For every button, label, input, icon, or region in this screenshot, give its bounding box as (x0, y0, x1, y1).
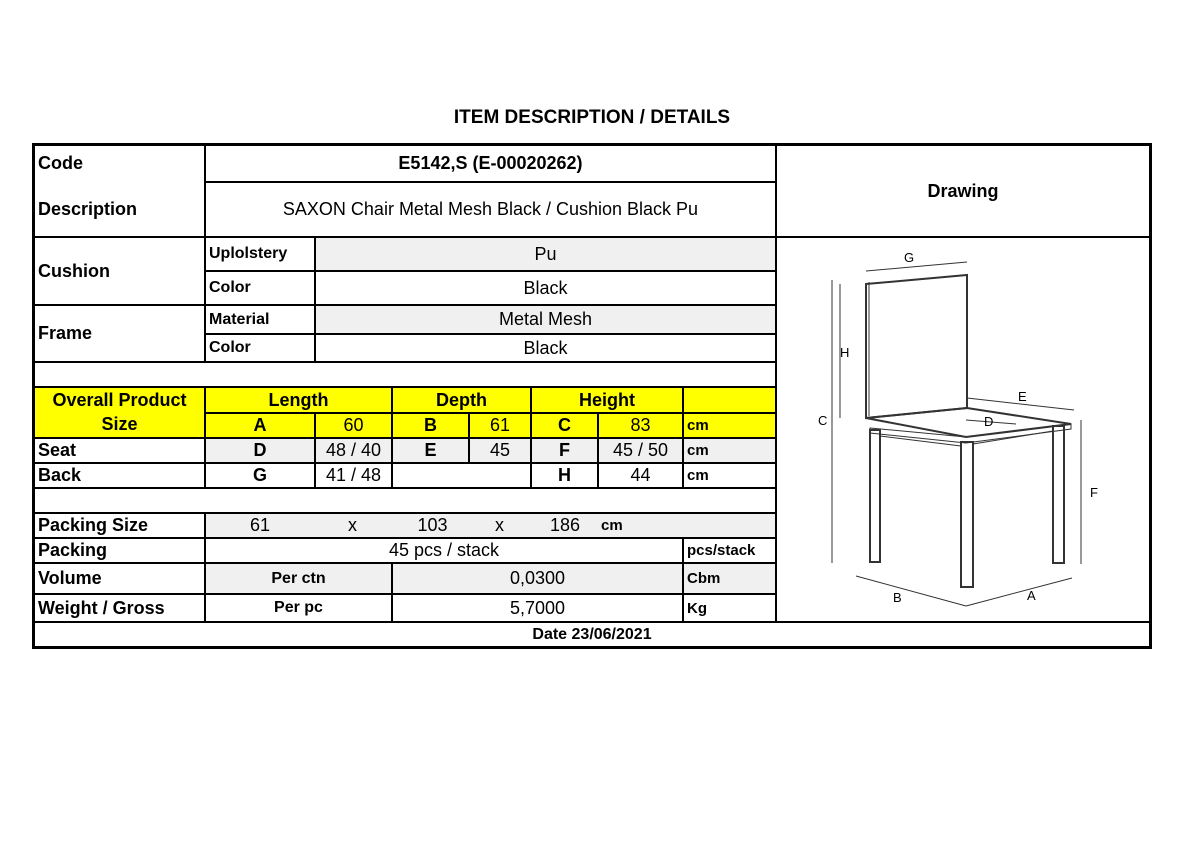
chair-leg-front-right (1053, 426, 1064, 563)
height-header: Height (579, 389, 635, 410)
drawing-label-h: H (840, 345, 850, 360)
dim-a-value: 60 (343, 415, 364, 435)
material-value: Metal Mesh (498, 309, 593, 329)
weight-unit: Kg (687, 599, 707, 617)
dim-g-key: G (252, 465, 267, 485)
dim-d-value: 48 / 40 (325, 440, 382, 460)
dim-e-value: 45 (489, 440, 511, 460)
depth-header: Depth (436, 389, 487, 410)
rule (32, 487, 776, 489)
code-label: Code (38, 153, 83, 173)
dim-c-key: C (558, 415, 571, 435)
drawing-header: Drawing (927, 180, 999, 201)
length-header: Length (268, 389, 329, 410)
volume-value: 0,0300 (509, 568, 566, 588)
seat-label: Seat (38, 440, 77, 460)
volume-sub-label: Per ctn (271, 569, 326, 587)
overall-size-header-line2: Size (101, 414, 138, 434)
cushion-label: Cushion (38, 260, 110, 281)
packing-size-depth: 103 (417, 515, 448, 535)
dim-d-key: D (253, 440, 267, 460)
dim-a-key: A (253, 415, 267, 435)
back-unit: cm (687, 467, 709, 484)
weight-label: Weight / Gross (38, 597, 165, 618)
dim-c-value: 83 (630, 415, 651, 435)
packing-value: 45 pcs / stack (388, 540, 500, 560)
upholstery-label: Uplolstery (209, 245, 288, 262)
description-label: Description (38, 199, 138, 219)
packing-size-label: Packing Size (38, 515, 149, 535)
code-value: E5142,S (E-00020262) (398, 153, 583, 173)
chair-leg-back-left (870, 430, 880, 562)
weight-value: 5,7000 (509, 597, 566, 618)
packing-size-height: 186 (549, 515, 581, 535)
volume-unit: Cbm (687, 570, 721, 587)
dim-f-value: 45 / 50 (612, 440, 669, 460)
dim-h-key: H (558, 465, 571, 485)
dim-b-key: B (424, 415, 437, 435)
frame-label: Frame (38, 323, 93, 343)
cushion-color-label: Color (209, 279, 251, 296)
chair-backrest (866, 275, 967, 418)
material-label: Material (209, 310, 270, 328)
packing-size-x2: x (495, 515, 504, 535)
date-footer: Date 23/06/2021 (532, 626, 652, 643)
packing-label: Packing (38, 540, 108, 560)
drawing-label-b: B (893, 590, 902, 605)
page-title: ITEM DESCRIPTION / DETAILS (453, 107, 731, 128)
description-value: SAXON Chair Metal Mesh Black / Cushion Black Pu (282, 199, 699, 219)
dim-e-key: E (424, 440, 437, 460)
dim-g-value: 41 / 48 (325, 465, 382, 485)
dim-h-value: 44 (630, 465, 651, 485)
drawing-label-c: C (818, 413, 828, 428)
drawing-label-a: A (1027, 588, 1036, 603)
packing-size-unit: cm (601, 517, 623, 534)
drawing-label-g: G (904, 250, 915, 265)
drawing-label-e: E (1018, 389, 1027, 404)
back-label: Back (38, 465, 82, 485)
drawing-label-f: F (1090, 485, 1098, 500)
volume-label: Volume (38, 568, 102, 588)
rule (32, 361, 776, 363)
seat-unit: cm (687, 442, 709, 459)
chair-leg-front (961, 442, 973, 587)
overall-size-header-line1: Overall Product (52, 389, 187, 410)
packing-size-width: 61 (249, 515, 271, 535)
packing-size-x1: x (348, 515, 357, 535)
chair-drawing (776, 238, 1152, 622)
upholstery-value: Pu (534, 243, 557, 264)
dim-b-value: 61 (489, 415, 511, 435)
cushion-color-value: Black (523, 277, 568, 298)
packing-unit: pcs/stack (687, 542, 756, 559)
drawing-label-d: D (984, 414, 994, 429)
frame-color-value: Black (523, 337, 568, 358)
overall-unit: cm (687, 417, 709, 434)
weight-sub-label: Per pc (274, 599, 323, 616)
frame-color-label: Color (209, 339, 251, 356)
dim-f-key: F (559, 440, 570, 460)
